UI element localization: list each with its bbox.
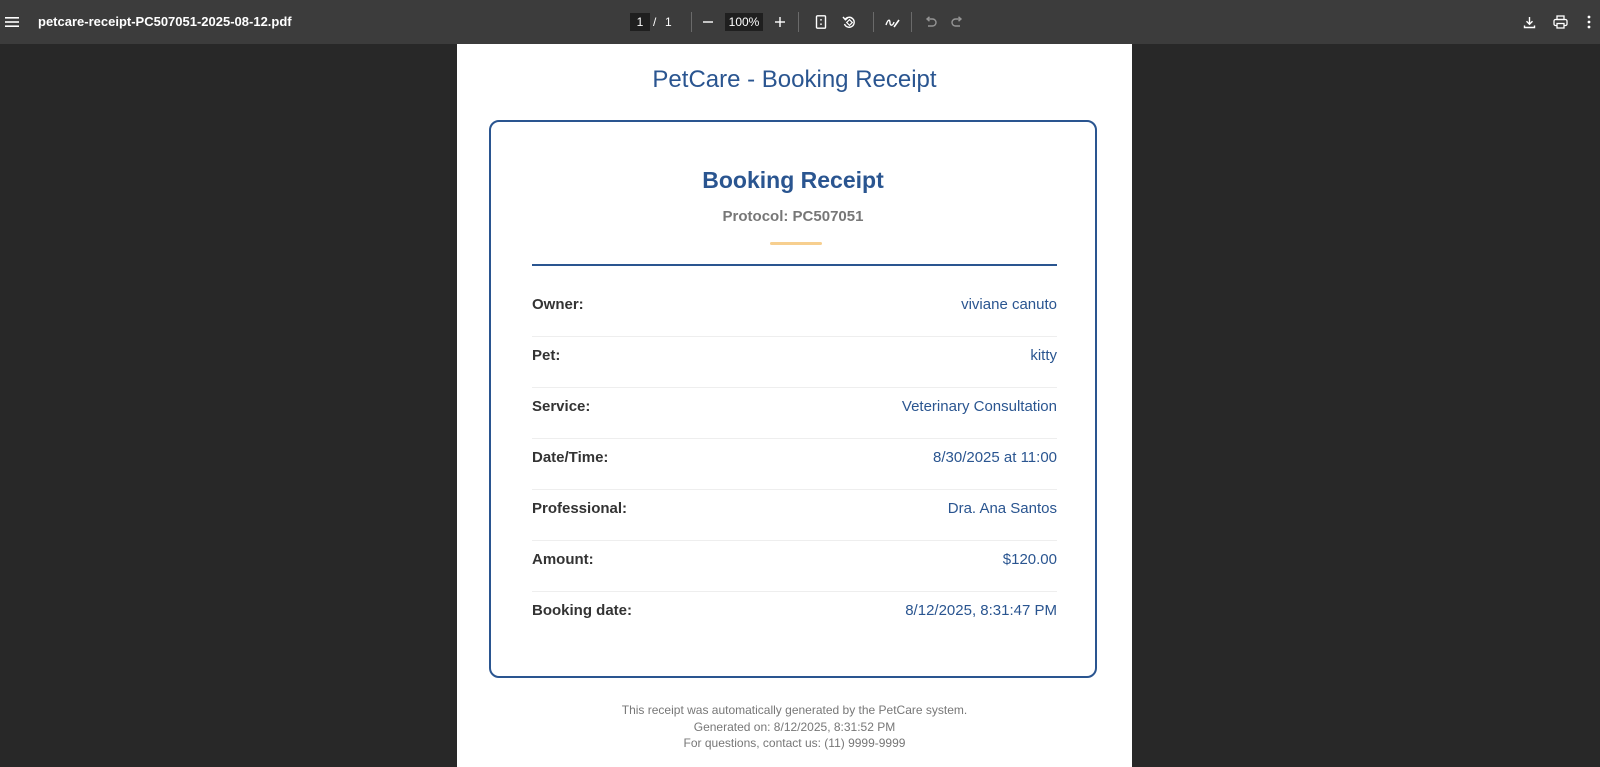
receipt-card	[489, 120, 1097, 678]
row-value: 8/12/2025, 8:31:47 PM	[905, 602, 1057, 619]
toolbar-divider	[691, 12, 692, 32]
pdf-toolbar	[0, 0, 1600, 44]
minus-icon	[702, 16, 714, 28]
receipt-row-booking-date	[532, 593, 1057, 643]
document-header-title: PetCare - Booking Receipt	[652, 66, 937, 93]
file-title: petcare-receipt-PC507051-2025-08-12.pdf	[38, 14, 292, 29]
protocol-number: Protocol: PC507051	[722, 208, 864, 225]
plus-icon	[774, 16, 786, 28]
menu-icon[interactable]	[1, 11, 23, 33]
rotate-icon	[842, 15, 856, 29]
accent-underline	[770, 242, 822, 245]
row-value: $120.00	[1002, 551, 1057, 568]
footer-line: Generated on: 8/12/2025, 8:31:52 PM	[693, 719, 896, 734]
zoom-in-button[interactable]	[769, 11, 791, 33]
print-button[interactable]	[1549, 11, 1571, 33]
footer-line: This receipt was automatically generated by the PetCare system.	[621, 703, 968, 717]
row-value: viviane canuto	[961, 296, 1057, 313]
receipt-row-professional	[532, 491, 1057, 541]
toolbar-divider	[873, 12, 874, 32]
row-label: Pet:	[532, 347, 561, 364]
row-value: 8/30/2025 at 11:00	[933, 449, 1057, 466]
receipt-title: Booking Receipt	[702, 167, 884, 193]
zoom-out-button[interactable]	[697, 11, 719, 33]
toolbar-divider	[798, 12, 799, 32]
receipt-row-owner	[532, 287, 1057, 337]
row-label: Professional:	[532, 500, 628, 517]
row-value: kitty	[1030, 347, 1057, 364]
undo-button[interactable]	[919, 11, 941, 33]
pdf-page	[457, 44, 1132, 767]
row-label: Date/Time:	[532, 449, 609, 466]
row-label: Booking date:	[532, 602, 632, 619]
redo-button[interactable]	[946, 11, 968, 33]
page-number-input[interactable]: 1	[630, 13, 650, 31]
toolbar-divider	[911, 12, 912, 32]
row-label: Amount:	[532, 551, 594, 568]
more-options-button[interactable]	[1578, 11, 1600, 33]
receipt-row-datetime	[532, 440, 1057, 490]
fit-page-icon	[815, 15, 827, 29]
print-icon	[1553, 15, 1568, 29]
redo-icon	[951, 16, 964, 28]
rotate-button[interactable]	[838, 11, 860, 33]
receipt-row-service	[532, 389, 1057, 439]
pdf-viewer[interactable]	[0, 44, 1600, 767]
undo-icon	[924, 16, 937, 28]
row-label: Service:	[532, 398, 591, 415]
receipt-row-pet	[532, 338, 1057, 388]
draw-icon	[885, 16, 900, 29]
row-value: Dra. Ana Santos	[947, 500, 1057, 517]
page-separator: /	[653, 15, 657, 29]
zoom-input[interactable]: 100%	[725, 13, 763, 31]
download-button[interactable]	[1518, 11, 1540, 33]
page-total: 1	[665, 15, 672, 29]
row-label: Owner:	[532, 296, 584, 313]
footer-line: For questions, contact us: (11) 9999-9999	[683, 736, 906, 750]
receipt-footer	[457, 702, 1132, 752]
annotate-button[interactable]	[881, 11, 903, 33]
receipt-row-amount	[532, 542, 1057, 592]
row-value: Veterinary Consultation	[901, 398, 1057, 415]
header-divider	[532, 264, 1057, 266]
download-icon	[1523, 16, 1536, 29]
fit-page-button[interactable]	[810, 11, 832, 33]
more-vert-icon	[1587, 15, 1591, 29]
